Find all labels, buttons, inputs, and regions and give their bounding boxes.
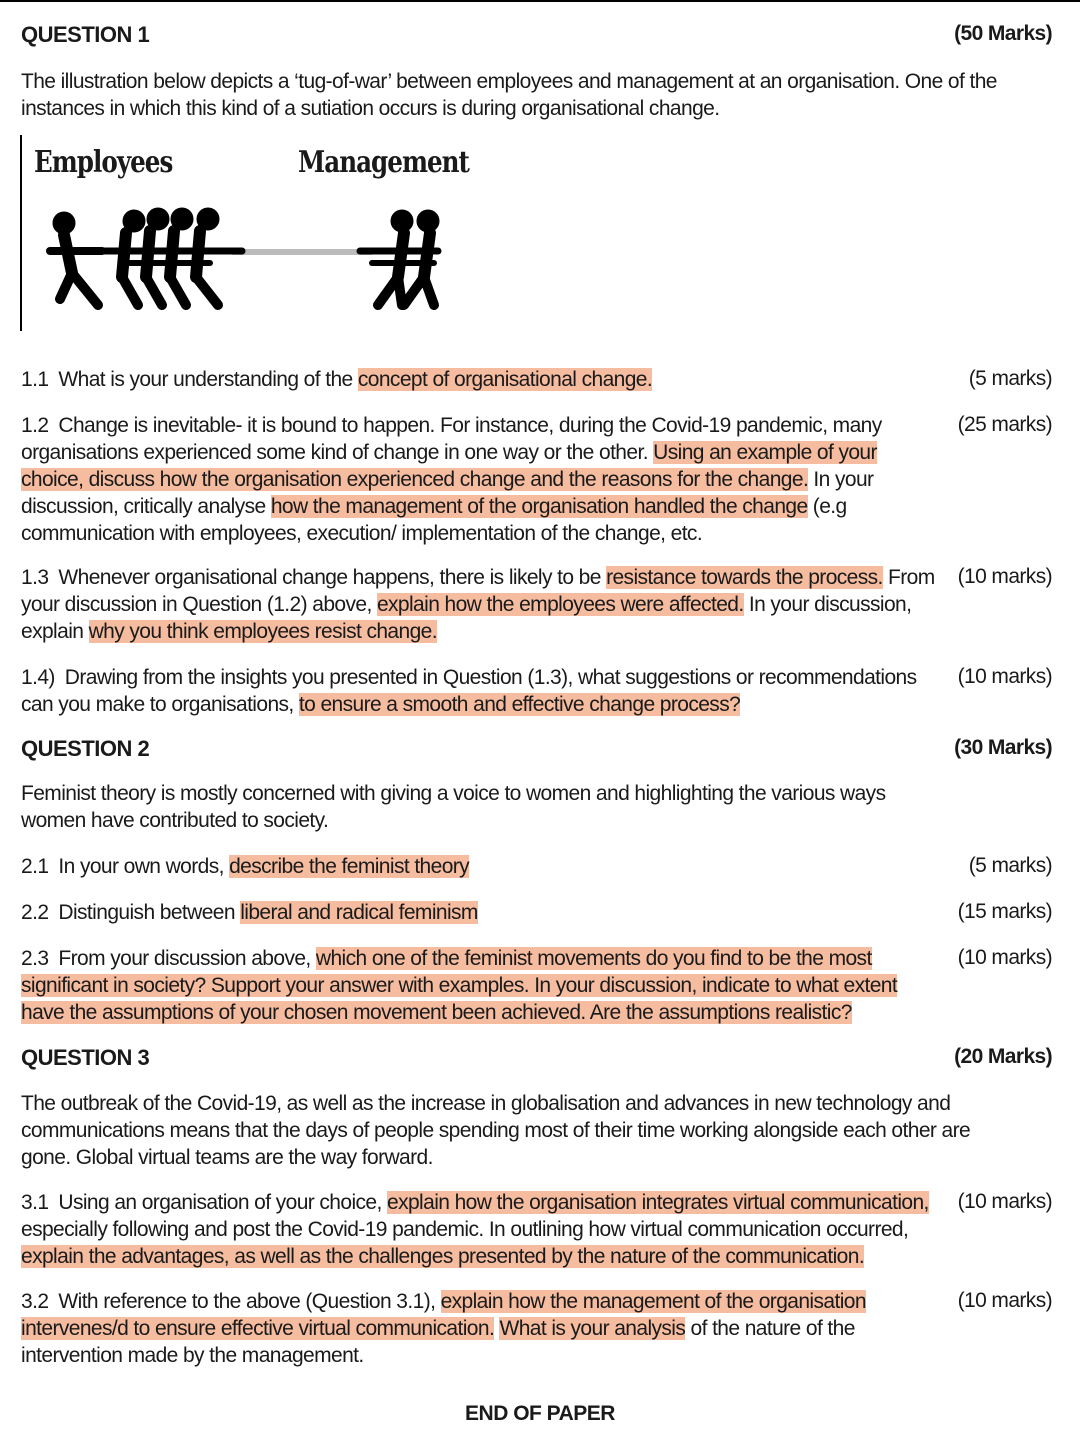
tug-of-war-illustration [20,135,482,331]
question-1-1 [21,366,941,393]
question-3-2-marks: (10 marks) [957,1289,1052,1312]
question-3-intro: The outbreak of the Covid-19, as well as the increase in globalisation and advances in new technology and communications means that the days of people spending most of their time working alongside each other are gone. Global virtual teams are the way forward. [21,1092,971,1169]
item-highlight: Using an example of your choice, discuss how the organisation experienced change and the reasons for the change. [21,441,877,491]
question-1-2-marks: (25 marks) [957,413,1052,436]
item-text: of the nature of the intervention made by the management. [21,1317,855,1367]
question-2-2 [21,899,941,926]
question-1-2 [21,412,941,547]
item-number: 2.3 [21,947,49,970]
item-text: In your own words, [58,855,230,878]
question-3-1-marks: (10 marks) [957,1190,1052,1213]
question-1-title: QUESTION 1 [21,22,150,47]
item-highlight: explain how the organisation integrates virtual communication, [386,1191,929,1214]
item-highlight: describe the feminist theory [229,855,470,878]
top-rule [0,0,1080,2]
item-highlight: liberal and radical feminism [240,901,478,924]
item-number: 2.2 [21,901,49,924]
question-1-marks: (50 Marks) [954,22,1052,45]
question-2-3-marks: (10 marks) [957,946,1052,969]
item-number: 3.1 [21,1191,49,1214]
question-1-3-marks: (10 marks) [957,565,1052,588]
item-number: 1.2 [21,414,49,437]
item-text: Distinguish between [58,901,241,924]
item-text: With reference to the above (Question 3.1), [58,1290,441,1313]
item-text: In your discussion, critically analyse [21,468,874,518]
item-text: In your discussion, explain [21,593,912,643]
item-text: What is your understanding of the [58,368,358,391]
item-number: 2.1 [21,855,49,878]
employees-label: Employees [34,145,173,180]
question-2-marks: (30 Marks) [954,736,1052,759]
item-highlight: What is your analysis [499,1317,686,1340]
item-highlight: why you think employees resist change. [88,620,437,643]
item-highlight: explain how the employees were affected. [376,593,744,616]
management-label: Management [298,145,469,180]
item-highlight: how the management of the organisation handled the change [270,495,808,518]
question-3-2 [21,1288,941,1369]
question-1-intro: The illustration below depicts a ‘tug-of-war’ between employees and management at an organisation. One of the instances in which this kind of a sutiation occurs is during organisational change. [21,70,997,120]
question-1-1-marks: (5 marks) [968,367,1052,390]
question-2-1 [21,853,941,880]
item-text: From your discussion in Question (1.2) above, [21,566,935,616]
item-text: (e.g communication with employees, execution/ implementation of the change, etc. [21,495,847,545]
question-3-1 [21,1189,941,1270]
question-2-3 [21,945,941,1026]
item-highlight: which one of the feminist movements do you find to be the most significant in society? Support your answer with examples. In your discussion, indicate to what extent have the assumptions of your chosen movement been achieved. Are the assumptions realistic? [21,947,898,1024]
question-1-4 [21,664,941,718]
question-2-1-marks: (5 marks) [968,854,1052,877]
tug-of-war-figures-icon [42,201,482,331]
question-2-2-marks: (15 marks) [957,900,1052,923]
item-highlight: explain how the management of the organisation intervenes/d to ensure effective virtual communication. [21,1290,866,1340]
item-highlight: concept of organisational change. [357,368,653,391]
item-number: 1.1 [21,368,49,391]
item-text: From your discussion above, [58,947,316,970]
item-highlight: to ensure a smooth and effective change process? [298,693,741,716]
item-text: Whenever organisational change happens, there is likely to be [58,566,607,589]
item-text: Drawing from the insights you presented in Question (1.3), what suggestions or recommendations can you make to organisations, [21,666,917,716]
question-1-4-marks: (10 marks) [957,665,1052,688]
item-number: 3.2 [21,1290,49,1313]
item-text: Using an organisation of your choice, [58,1191,387,1214]
item-text: especially following and post the Covid-19 pandemic. In outlining how virtual communication occurred, [21,1218,909,1241]
question-2-title: QUESTION 2 [21,736,150,761]
item-highlight: resistance towards the process. [606,566,883,589]
question-1-3 [21,564,941,645]
item-number: 1.3 [21,566,49,589]
question-3-title: QUESTION 3 [21,1045,150,1070]
end-of-paper: END OF PAPER [465,1402,615,1425]
item-number: 1.4) [21,666,55,689]
question-2-intro: Feminist theory is mostly concerned with giving a voice to women and highlighting the various ways women have contributed to society. [21,782,886,832]
item-text: Change is inevitable- it is bound to happen. For instance, during the Covid-19 pandemic, many organisations experienced some kind of change in one way or the other. [21,414,882,464]
question-3-marks: (20 Marks) [954,1045,1052,1068]
item-highlight: explain the advantages, as well as the challenges presented by the nature of the communication. [21,1245,865,1268]
